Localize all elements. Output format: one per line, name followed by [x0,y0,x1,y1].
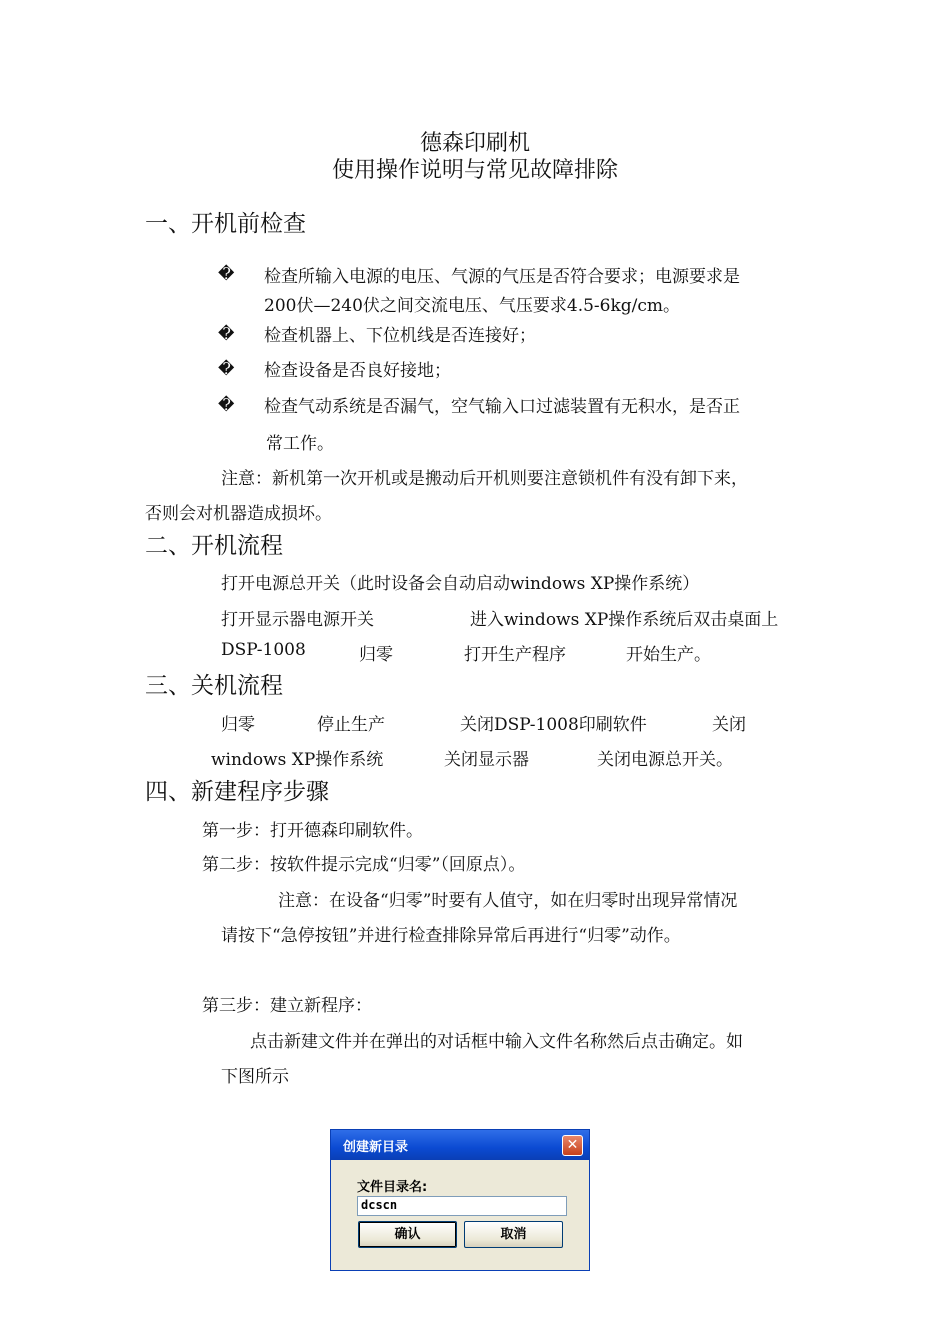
check-item-line: 检查气动系统是否漏气，空气输入口过滤装置有无积水，是否正 [264,397,740,417]
startup-step: DSP-1008 [221,640,306,660]
shutdown-step: 停止生产 [317,715,385,735]
startup-step: 进入windows XP操作系统后双击桌面上 [470,610,779,630]
note-text: 请按下“急停按钮”并进行检查排除异常后再进行“归零”动作。 [221,926,681,946]
startup-step: 开始生产。 [626,645,711,665]
section-heading-shutdown: 三、关机流程 [145,673,283,699]
shutdown-step: 归零 [221,715,255,735]
directory-name-input[interactable]: dcscn [357,1196,567,1216]
shutdown-step: windows XP操作系统 [211,750,384,770]
dialog-title: 创建新目录 [343,1140,409,1155]
startup-step: 打开显示器电源开关 [221,610,374,630]
section-heading-precheck: 一、开机前检查 [145,211,306,237]
bullet-icon: � [218,264,235,283]
startup-step: 打开电源总开关（此时设备会自动启动windows XP操作系统） [221,574,700,594]
cancel-button[interactable]: 取消 [464,1221,563,1248]
check-item-line: 200伏—240伏之间交流电压、气压要求4.5-6kg/cm。 [264,296,681,316]
section-heading-new-program: 四、新建程序步骤 [145,779,329,805]
shutdown-step: 关闭 [712,715,746,735]
procedure-step: 第二步：按软件提示完成“归零”（回原点）。 [202,855,526,875]
confirm-button[interactable]: 确认 [358,1221,457,1248]
bullet-icon: � [218,359,235,378]
shutdown-step: 关闭显示器 [444,750,529,770]
check-item-line: 检查机器上、下位机线是否连接好； [264,326,536,346]
section-heading-startup: 二、开机流程 [145,533,283,559]
document-subtitle: 使用操作说明与常见故障排除 [331,158,618,183]
note-text: 注意：在设备“归零”时要有人值守，如在归零时出现异常情况 [278,891,738,911]
startup-step: 归零 [359,645,393,665]
procedure-text: 下图所示 [221,1067,289,1087]
dialog-titlebar [331,1130,589,1160]
create-directory-dialog [330,1129,590,1271]
note-text: 否则会对机器造成损坏。 [145,504,332,524]
bullet-icon: � [218,395,235,414]
close-icon[interactable]: ✕ [562,1135,583,1156]
bullet-icon: � [218,324,235,343]
procedure-step: 第一步：打开德森印刷软件。 [202,821,423,841]
shutdown-step: 关闭DSP-1008印刷软件 [460,715,647,735]
document-title: 德森印刷机 [419,131,530,156]
startup-step: 打开生产程序 [464,645,566,665]
check-item-line: 常工作。 [266,434,334,454]
note-text: 注意：新机第一次开机或是搬动后开机则要注意锁机件有没有卸下来， [221,469,748,489]
check-item-line: 检查所输入电源的电压、气源的气压是否符合要求；电源要求是 [264,267,740,287]
procedure-text: 点击新建文件并在弹出的对话框中输入文件名称然后点击确定。如 [250,1032,743,1052]
shutdown-step: 关闭电源总开关。 [597,750,733,770]
directory-name-label: 文件目录名: [357,1180,428,1195]
check-item-line: 检查设备是否良好接地； [264,361,451,381]
procedure-step: 第三步：建立新程序： [202,996,372,1016]
